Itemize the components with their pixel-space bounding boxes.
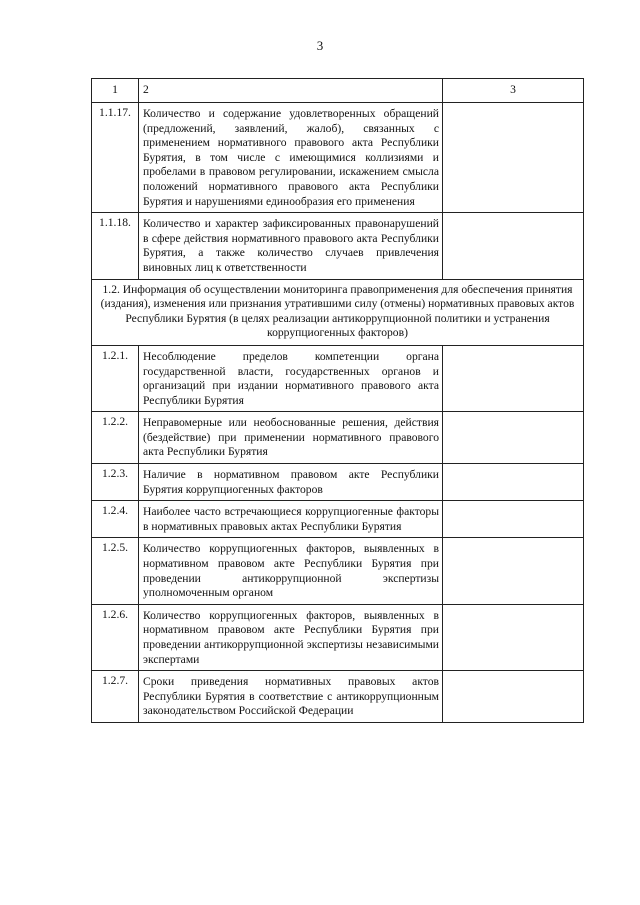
row-number: 1.1.18. [92, 213, 139, 279]
table-row [92, 671, 584, 723]
table-row [92, 213, 584, 279]
row-text: Наиболее часто встречающиеся коррупциогенные факторы в нормативных правовых актах Республики Бурятия [139, 501, 443, 538]
table-row [92, 345, 584, 411]
section-heading-1-2: 1.2. Информация об осуществлении мониторинга правоприменения для обеспечения принятия (издания), изменения или признания утратившими силу (отмены) нормативных правовых актов Республики Бурятия (в целях реализации антикоррупционной политики и устранения коррупциогенных факторов) [92, 279, 584, 345]
table-row [92, 464, 584, 501]
table-row [92, 538, 584, 604]
row-number: 1.2.2. [92, 412, 139, 464]
row-text: Количество коррупциогенных факторов, выявленных в нормативном правовом акте Республики Бурятия при проведении антикоррупционной экспертизы независимыми экспертами [139, 604, 443, 670]
header-col-2: 2 [139, 79, 443, 103]
row-number: 1.2.5. [92, 538, 139, 604]
row-number: 1.2.4. [92, 501, 139, 538]
row-number: 1.1.17. [92, 103, 139, 213]
row-value [443, 538, 584, 604]
row-number: 1.2.6. [92, 604, 139, 670]
row-text: Количество коррупциогенных факторов, выявленных в нормативном правовом акте Республики Бурятия при проведении антикоррупционной экспертизы уполномоченным органом [139, 538, 443, 604]
row-text: Количество и содержание удовлетворенных обращений (предложений, заявлений, жалоб), связанных с применением нормативного правового акта Республики Бурятия, в том числе с имеющимися коллизиями и пробелами в правовом регулировании, искажением смысла положений нормативного правового акта Республики Бурятия и нарушениями единообразия его применения [139, 103, 443, 213]
row-value [443, 501, 584, 538]
row-text: Неправомерные или необоснованные решения, действия (бездействие) при применении нормативного правового акта Республики Бурятия [139, 412, 443, 464]
row-value [443, 103, 584, 213]
row-number: 1.2.7. [92, 671, 139, 723]
monitoring-table [91, 78, 584, 723]
row-value [443, 464, 584, 501]
row-text: Несоблюдение пределов компетенции органа государственной власти, государственных органов и организаций при издании нормативного правового акта Республики Бурятия [139, 345, 443, 411]
section-row [92, 279, 584, 345]
table-row [92, 604, 584, 670]
row-number: 1.2.1. [92, 345, 139, 411]
row-value [443, 412, 584, 464]
header-col-3: 3 [443, 79, 584, 103]
table-header-row [92, 79, 584, 103]
table-row [92, 103, 584, 213]
page-number: 3 [316, 38, 324, 53]
row-value [443, 213, 584, 279]
row-value [443, 345, 584, 411]
header-col-1: 1 [92, 79, 139, 103]
row-value [443, 671, 584, 723]
row-text: Наличие в нормативном правовом акте Республики Бурятия коррупциогенных факторов [139, 464, 443, 501]
row-text: Количество и характер зафиксированных правонарушений в сфере действия нормативного правового акта Республики Бурятия, а также количество случаев привлечения виновных лиц к ответственности [139, 213, 443, 279]
table-row [92, 501, 584, 538]
row-value [443, 604, 584, 670]
table-row [92, 412, 584, 464]
row-number: 1.2.3. [92, 464, 139, 501]
row-text: Сроки приведения нормативных правовых актов Республики Бурятия в соответствие с антикоррупционным законодательством Российской Федерации [139, 671, 443, 723]
